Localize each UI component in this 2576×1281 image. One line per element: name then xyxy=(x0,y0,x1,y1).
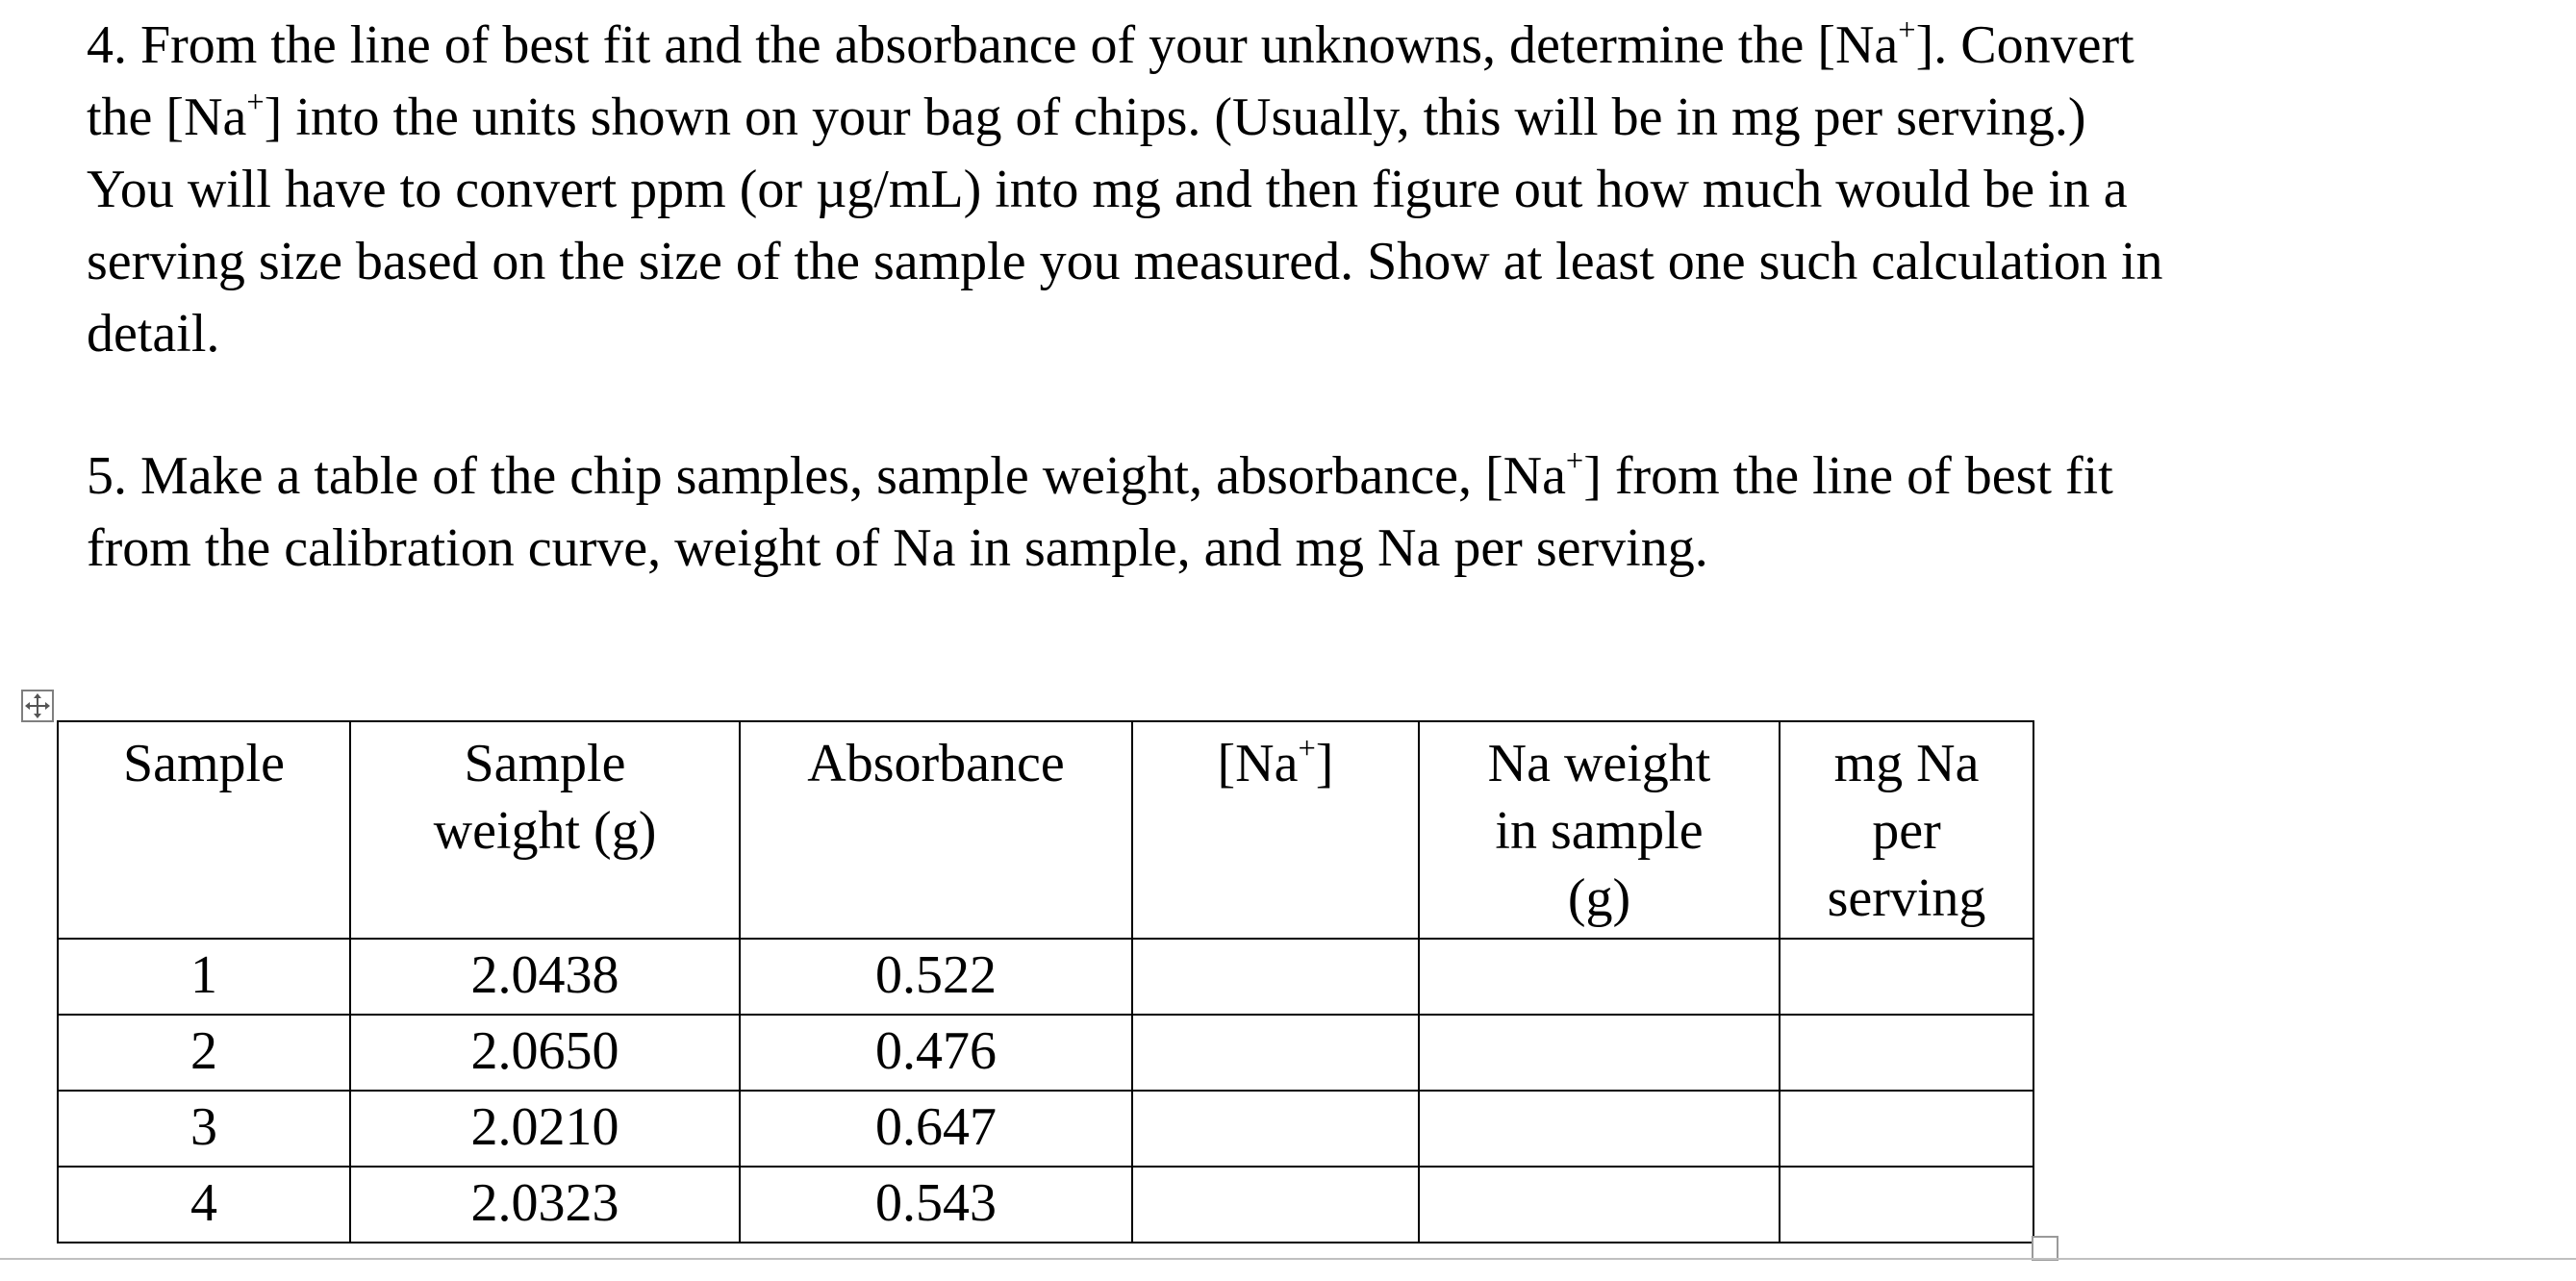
cell-sample[interactable]: 4 xyxy=(58,1167,350,1243)
cell-na-concentration[interactable] xyxy=(1132,1091,1419,1167)
table-row xyxy=(58,939,2033,1015)
cell-na-weight[interactable] xyxy=(1419,1167,1780,1243)
table-header-row xyxy=(58,721,2033,939)
cell-na-concentration[interactable] xyxy=(1132,1167,1419,1243)
question-4-line-5: detail. xyxy=(87,304,220,364)
cell-sample-weight[interactable]: 2.0438 xyxy=(350,939,740,1015)
cell-mg-per-serving[interactable] xyxy=(1780,1167,2033,1243)
cell-na-weight[interactable] xyxy=(1419,939,1780,1015)
question-4-paragraph xyxy=(87,10,2163,370)
cell-sample[interactable]: 1 xyxy=(58,939,350,1015)
cell-na-concentration[interactable] xyxy=(1132,1015,1419,1091)
question-4-line-3: You will have to convert ppm (or µg/mL) into mg and then figure out how much would be in a xyxy=(87,160,2128,219)
cell-absorbance[interactable]: 0.647 xyxy=(740,1091,1132,1167)
question-4-line-1: 4. From the line of best fit and the absorbance of your unknowns, determine the [Na+]. Convert xyxy=(87,13,2134,75)
cell-na-concentration[interactable] xyxy=(1132,939,1419,1015)
cell-absorbance[interactable]: 0.476 xyxy=(740,1015,1132,1091)
header-na-concentration[interactable]: [Na+] xyxy=(1132,721,1419,939)
question-5-line-2: from the calibration curve, weight of Na in sample, and mg Na per serving. xyxy=(87,518,1708,578)
cell-sample-weight[interactable]: 2.0210 xyxy=(350,1091,740,1167)
cell-mg-per-serving[interactable] xyxy=(1780,1091,2033,1167)
cell-absorbance[interactable]: 0.543 xyxy=(740,1167,1132,1243)
question-4-line-4: serving size based on the size of the sample you measured. Show at least one such calculation in xyxy=(87,232,2163,291)
header-sample-weight[interactable]: Sample weight (g) xyxy=(350,721,740,939)
header-absorbance[interactable]: Absorbance xyxy=(740,721,1132,939)
table-row xyxy=(58,1015,2033,1091)
chip-sample-table xyxy=(57,720,2034,1243)
question-4-line-2: the [Na+] into the units shown on your bag of chips. (Usually, this will be in mg per serving.) xyxy=(87,85,2086,147)
cell-sample[interactable]: 2 xyxy=(58,1015,350,1091)
cell-na-weight[interactable] xyxy=(1419,1091,1780,1167)
cell-mg-per-serving[interactable] xyxy=(1780,1015,2033,1091)
cell-sample[interactable]: 3 xyxy=(58,1091,350,1167)
cell-absorbance[interactable]: 0.522 xyxy=(740,939,1132,1015)
question-5-line-1: 5. Make a table of the chip samples, sample weight, absorbance, [Na+] from the line of best fit xyxy=(87,443,2113,506)
cell-na-weight[interactable] xyxy=(1419,1015,1780,1091)
page-bottom-edge xyxy=(0,1258,2576,1260)
header-na-weight[interactable]: Na weight in sample (g) xyxy=(1419,721,1780,939)
table-row xyxy=(58,1091,2033,1167)
header-mg-na-per-serving[interactable]: mg Na per serving xyxy=(1780,721,2033,939)
cell-sample-weight[interactable]: 2.0323 xyxy=(350,1167,740,1243)
question-5-paragraph xyxy=(87,440,2113,585)
cell-mg-per-serving[interactable] xyxy=(1780,939,2033,1015)
header-sample[interactable]: Sample xyxy=(58,721,350,939)
cell-sample-weight[interactable]: 2.0650 xyxy=(350,1015,740,1091)
table-move-handle-icon[interactable] xyxy=(21,690,54,722)
table-row xyxy=(58,1167,2033,1243)
